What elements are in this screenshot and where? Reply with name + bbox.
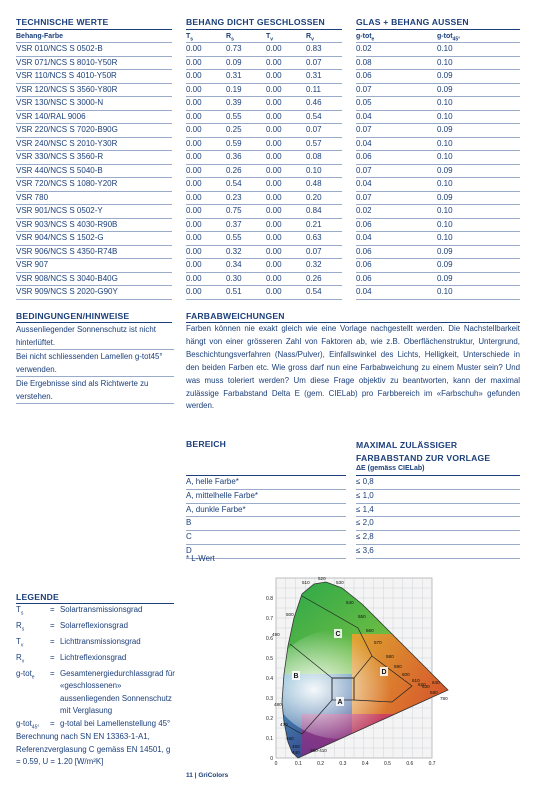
color-name-cell: VSR 071/NCS S 8010-Y50R — [16, 56, 172, 70]
color-name-cell: VSR 330/NCS S 3560-R — [16, 151, 172, 165]
table-row — [16, 205, 520, 219]
legend-key: $T_v$ — [16, 636, 24, 649]
y-tick-label: 0.1 — [266, 736, 273, 742]
col-gtote: g-tot$_e$ — [356, 33, 375, 43]
value-cell: 0.09 — [437, 124, 520, 138]
group-glass-title: GLAS + BEHANG AUSSEN — [356, 17, 469, 27]
value-cell: 0.75 — [226, 205, 266, 219]
value-cell: 0.00 — [266, 178, 306, 192]
value-cell: 0.00 — [266, 164, 306, 178]
wavelength-label: 620 — [418, 682, 426, 687]
table-row — [16, 286, 520, 300]
value-cell: 0.10 — [437, 218, 520, 232]
wavelength-label: 450 — [292, 744, 300, 749]
table-row — [16, 191, 520, 205]
legend-list — [16, 604, 176, 734]
table-row — [16, 232, 520, 246]
y-tick-label: 0.2 — [266, 716, 273, 722]
x-tick-label: 0.1 — [294, 761, 302, 766]
bereich-col2: MAXIMAL ZULÄSSIGER FARBABSTAND ZUR VORLAGE — [356, 440, 491, 463]
value-cell: 0.04 — [356, 232, 437, 246]
legend-item — [16, 668, 176, 718]
value-cell: 0.10 — [437, 151, 520, 165]
legend-value: Solarreflexionsgrad — [60, 620, 128, 630]
legend-item — [16, 652, 176, 668]
value-cell: 0.00 — [186, 110, 226, 124]
wavelength-label: 640 — [432, 680, 440, 685]
value-cell: 0.00 — [266, 110, 306, 124]
value-cell: 0.00 — [186, 43, 226, 56]
color-name-cell: VSR 220/NCS S 7020-B90G — [16, 124, 172, 138]
col-gtot45: g-tot$_{45^\circ}$ — [437, 33, 461, 43]
farb-text: Farben können nie exakt gleich wie eine Vorlage nachgestellt werden. Die Nachstellbarkeit hängt von einer grösseren Zahl von Faktoren ab, wie z.B. Oberflächenstruktur, Untergrund, Beschichtungsverfahren (Nass/Pulver), Einfallswinkel des Lichts, Helligkeit, Unterschiede in den beiden Farben etc. Wie gross darf nun eine Farbabweichung zu einem Muster sein? Und was muss toleriert werden? Um diese Frage objektiv zu beantworten, kann der maximal zulässige Farbabstand Delta E (gem. CIELab) pro Farbbereich im «Farbschuh» gefunden werden. — [186, 324, 520, 411]
calc-note: Berechnung nach SN EN 13363-1-A1, Referenzverglasung C gemäss EN 14501, g = 0.59, U = 1.20 [W/m²K] — [16, 732, 171, 767]
col-ts: $T_s$ — [186, 33, 194, 43]
value-cell: 0.32 — [306, 259, 342, 273]
value-cell: 0.00 — [266, 43, 306, 56]
wavelength-label: 490 — [272, 632, 280, 637]
notes-title: BEDINGUNGEN/HINWEISE — [16, 311, 130, 321]
bereich-name-cell: C — [186, 531, 346, 545]
value-cell: 0.00 — [266, 151, 306, 165]
value-cell: 0.10 — [437, 56, 520, 70]
color-name-cell: VSR 720/NCS S 1080-Y20R — [16, 178, 172, 192]
legend-value: Lichtreflexionsgrad — [60, 652, 127, 662]
wavelength-label: 630 — [422, 684, 430, 689]
color-name-cell: VSR 440/NCS S 5040-B — [16, 164, 172, 178]
legend-value: Lichttransmissionsgrad — [60, 636, 141, 646]
value-cell: 0.00 — [266, 218, 306, 232]
value-cell: 0.07 — [306, 56, 342, 70]
legend-key: $R_s$ — [16, 620, 25, 633]
value-cell: 0.06 — [356, 218, 437, 232]
wavelength-label: 540 — [346, 600, 354, 605]
tech-table — [16, 43, 520, 300]
x-tick-label: 0.7 — [428, 761, 436, 766]
bereich-row — [186, 544, 520, 558]
note-item: Bei nicht schliessenden Lamellen g-tot45° verwenden. — [16, 350, 174, 377]
table-row — [16, 110, 520, 124]
value-cell: 0.00 — [266, 259, 306, 273]
bereich-name-cell: D — [186, 544, 346, 558]
value-cell: 0.10 — [437, 178, 520, 192]
value-cell: 0.00 — [186, 205, 226, 219]
col-rv: $R_v$ — [306, 33, 314, 43]
bereich-footnote: * L-Wert — [186, 554, 215, 563]
wavelength-label: 590 — [394, 664, 402, 669]
x-tick-label: 0.4 — [361, 761, 369, 766]
value-cell: 0.26 — [306, 272, 342, 286]
value-cell: 0.07 — [356, 164, 437, 178]
value-cell: 0.02 — [356, 205, 437, 219]
bereich-name-cell: A, helle Farbe* — [186, 476, 346, 489]
value-cell: 0.00 — [266, 232, 306, 246]
value-cell: 0.09 — [437, 259, 520, 273]
table-row — [16, 43, 520, 56]
value-cell: 0.57 — [306, 137, 342, 151]
value-cell: 0.04 — [356, 110, 437, 124]
wavelength-label: 580 — [386, 654, 394, 659]
value-cell: 0.55 — [226, 232, 266, 246]
wavelength-label: 600 — [402, 672, 410, 677]
value-cell: 0.46 — [306, 97, 342, 111]
tech-title: TECHNISCHE WERTE — [16, 17, 109, 27]
legend-item — [16, 636, 176, 652]
delta-e-cell: ≤ 2,8 — [356, 531, 520, 545]
brand-name: GriColors — [198, 772, 229, 779]
wavelength-label: 610 — [412, 678, 420, 683]
color-column-header: Behang-Farbe — [16, 33, 64, 40]
legend-key: $R_v$ — [16, 652, 25, 665]
value-cell: 0.07 — [306, 245, 342, 259]
wavelength-label: 550 — [358, 614, 366, 619]
wavelength-label: 500 — [286, 612, 294, 617]
value-cell: 0.07 — [306, 124, 342, 138]
equals-sign: = — [50, 605, 55, 614]
wavelength-label: 560 — [366, 628, 374, 633]
value-cell: 0.00 — [266, 286, 306, 300]
value-cell: 0.00 — [266, 245, 306, 259]
color-name-cell: VSR 110/NCS S 4010-Y50R — [16, 70, 172, 84]
wavelength-label: 520 — [318, 576, 326, 581]
bereich-row — [186, 489, 520, 503]
table-row — [16, 124, 520, 138]
color-name-cell: VSR 903/NCS S 4030-R90B — [16, 218, 172, 232]
equals-sign: = — [50, 636, 55, 646]
cie-chromaticity-svg — [262, 574, 516, 766]
bereich-table-wrap — [186, 476, 520, 559]
delta-e-cell: ≤ 3,6 — [356, 544, 520, 558]
table-row — [16, 151, 520, 165]
value-cell: 0.00 — [266, 272, 306, 286]
value-cell: 0.10 — [437, 232, 520, 246]
value-cell: 0.08 — [306, 151, 342, 165]
value-cell: 0.21 — [306, 218, 342, 232]
value-cell: 0.06 — [356, 245, 437, 259]
value-cell: 0.09 — [437, 272, 520, 286]
value-cell: 0.10 — [306, 164, 342, 178]
col-rs: $R_s$ — [226, 33, 234, 43]
y-tick-label: 0 — [270, 756, 273, 762]
legend-item — [16, 620, 176, 636]
value-cell: 0.25 — [226, 124, 266, 138]
value-cell: 0.06 — [356, 272, 437, 286]
bereich-name-cell: A, dunkle Farbe* — [186, 503, 346, 517]
value-cell: 0.09 — [437, 70, 520, 84]
color-name-cell: VSR 140/RAL 9006 — [16, 110, 172, 124]
color-name-cell: VSR 130/NSC S 3000-N — [16, 97, 172, 111]
value-cell: 0.05 — [356, 97, 437, 111]
value-cell: 0.04 — [356, 137, 437, 151]
value-cell: 0.00 — [186, 151, 226, 165]
value-cell: 0.00 — [266, 191, 306, 205]
group-closed-title: BEHANG DICHT GESCHLOSSEN — [186, 17, 325, 27]
wavelength-label: 680 — [430, 690, 438, 695]
wavelength-label: 440 — [292, 750, 300, 755]
value-cell: 0.00 — [266, 124, 306, 138]
delta-e-cell: ≤ 1,0 — [356, 489, 520, 503]
value-cell: 0.31 — [306, 70, 342, 84]
value-cell: 0.10 — [437, 97, 520, 111]
value-cell: 0.36 — [226, 151, 266, 165]
value-cell: 0.07 — [356, 83, 437, 97]
y-tick-label: 0.7 — [266, 616, 273, 622]
table-row — [16, 245, 520, 259]
color-name-cell: VSR 120/NCS S 3560-Y80R — [16, 83, 172, 97]
value-cell: 0.19 — [226, 83, 266, 97]
y-tick-label: 0.4 — [266, 676, 273, 682]
region-label: A — [337, 699, 343, 706]
table-row — [16, 70, 520, 84]
value-cell: 0.00 — [266, 70, 306, 84]
delta-e-cell: ≤ 1,4 — [356, 503, 520, 517]
legend-key: g-tot$_e$ — [16, 668, 35, 681]
table-row — [16, 272, 520, 286]
value-cell: 0.07 — [356, 124, 437, 138]
delta-e-cell: ≤ 0,8 — [356, 476, 520, 489]
value-cell: 0.00 — [186, 218, 226, 232]
wavelength-label: 460 — [286, 736, 294, 741]
wavelength-label: 530 — [336, 580, 344, 585]
value-cell: 0.00 — [186, 124, 226, 138]
region-label: D — [381, 669, 387, 676]
table-row — [16, 83, 520, 97]
value-cell: 0.37 — [226, 218, 266, 232]
color-name-cell: VSR 901/NCS S 0502-Y — [16, 205, 172, 219]
tech-table-wrap — [16, 43, 520, 300]
y-tick-label: 0.5 — [266, 656, 273, 662]
table-row — [16, 97, 520, 111]
equals-sign: = — [50, 718, 55, 728]
x-tick-label: 0.2 — [317, 761, 325, 766]
y-tick-label: 0.8 — [266, 596, 273, 602]
equals-sign: = — [50, 652, 55, 662]
bereich-row — [186, 517, 520, 531]
legend-title: LEGENDE — [16, 592, 59, 602]
value-cell: 0.00 — [186, 191, 226, 205]
notes-list — [16, 323, 174, 404]
wavelength-label: 470 — [280, 722, 288, 727]
table-row — [16, 56, 520, 70]
value-cell: 0.09 — [437, 164, 520, 178]
x-tick-label: 0 — [274, 761, 278, 766]
value-cell: 0.00 — [186, 178, 226, 192]
value-cell: 0.00 — [266, 56, 306, 70]
value-cell: 0.00 — [266, 83, 306, 97]
value-cell: 0.59 — [226, 137, 266, 151]
table-row — [16, 259, 520, 273]
color-name-cell: VSR 904/NCS S 1502-G — [16, 232, 172, 246]
color-name-cell: VSR 909/NCS S 2020-G90Y — [16, 286, 172, 300]
value-cell: 0.54 — [306, 110, 342, 124]
value-cell: 0.10 — [437, 205, 520, 219]
value-cell: 0.10 — [437, 43, 520, 56]
farb-title: FARBABWEICHUNGEN — [186, 311, 285, 321]
value-cell: 0.55 — [226, 110, 266, 124]
table-row — [16, 137, 520, 151]
value-cell: 0.10 — [437, 110, 520, 124]
value-cell: 0.08 — [356, 56, 437, 70]
value-cell: 0.00 — [186, 286, 226, 300]
note-item: Aussenliegender Sonnenschutz ist nicht hinterlüftet. — [16, 323, 174, 350]
value-cell: 0.83 — [306, 43, 342, 56]
bereich-row — [186, 531, 520, 545]
bereich-table — [186, 476, 520, 559]
wavelength-label: 780 — [440, 696, 448, 701]
cie-diagram — [262, 574, 516, 766]
value-cell: 0.06 — [356, 70, 437, 84]
bereich-col1: BEREICH — [186, 439, 227, 449]
value-cell: 0.63 — [306, 232, 342, 246]
value-cell: 0.02 — [356, 43, 437, 56]
delta-e-cell: ≤ 2,0 — [356, 517, 520, 531]
wavelength-label: 380-410 — [310, 748, 327, 753]
color-name-cell: VSR 780 — [16, 191, 172, 205]
legend-value: Solartransmissionsgrad — [60, 605, 143, 614]
value-cell: 0.23 — [226, 191, 266, 205]
bereich-name-cell: B — [186, 517, 346, 531]
value-cell: 0.34 — [226, 259, 266, 273]
value-cell: 0.30 — [226, 272, 266, 286]
value-cell: 0.09 — [437, 83, 520, 97]
value-cell: 0.26 — [226, 164, 266, 178]
value-cell: 0.10 — [437, 137, 520, 151]
value-cell: 0.00 — [266, 205, 306, 219]
x-tick-label: 0.3 — [339, 761, 347, 766]
value-cell: 0.00 — [186, 70, 226, 84]
value-cell: 0.54 — [226, 178, 266, 192]
col-tv: $T_v$ — [266, 33, 274, 43]
value-cell: 0.09 — [437, 245, 520, 259]
table-row — [16, 178, 520, 192]
value-cell: 0.06 — [356, 259, 437, 273]
color-name-cell: VSR 010/NCS S 0502-B — [16, 43, 172, 56]
bereich-col2-sub: ΔE (gemäss CIELab) — [356, 465, 425, 472]
value-cell: 0.00 — [266, 97, 306, 111]
table-row — [16, 218, 520, 232]
color-name-cell: VSR 906/NCS S 4350-R74B — [16, 245, 172, 259]
legend-key: $T_s$ — [16, 605, 24, 617]
value-cell: 0.09 — [437, 191, 520, 205]
wavelength-label: 510 — [302, 580, 310, 585]
equals-sign: = — [50, 668, 55, 678]
value-cell: 0.54 — [306, 286, 342, 300]
value-cell: 0.04 — [356, 286, 437, 300]
value-cell: 0.31 — [226, 70, 266, 84]
value-cell: 0.84 — [306, 205, 342, 219]
value-cell: 0.07 — [356, 191, 437, 205]
footer: 11 | GriColors — [186, 772, 229, 779]
bereich-row — [186, 503, 520, 517]
value-cell: 0.73 — [226, 43, 266, 56]
equals-sign: = — [50, 620, 55, 630]
value-cell: 0.00 — [186, 272, 226, 286]
table-row — [16, 164, 520, 178]
value-cell: 0.20 — [306, 191, 342, 205]
value-cell: 0.00 — [186, 97, 226, 111]
value-cell: 0.00 — [266, 137, 306, 151]
value-cell: 0.32 — [226, 245, 266, 259]
legend-value: g-total bei Lamellenstellung 45° — [60, 718, 171, 728]
value-cell: 0.00 — [186, 83, 226, 97]
value-cell: 0.00 — [186, 137, 226, 151]
x-tick-label: 0.5 — [384, 761, 391, 766]
bereich-name-cell: A, mittelhelle Farbe* — [186, 489, 346, 503]
value-cell: 0.06 — [356, 151, 437, 165]
value-cell: 0.04 — [356, 178, 437, 192]
page-number: 11 — [186, 772, 193, 779]
region-label: C — [335, 631, 341, 638]
color-name-cell: VSR 907 — [16, 259, 172, 273]
legend-value: Gesamtenergiedurchlassgrad für «geschlossenen» aussenliegenden Sonnenschutz mit Verglasung — [60, 668, 175, 716]
region-label: B — [293, 673, 299, 680]
x-tick-label: 0.6 — [406, 761, 414, 766]
legend-key: g-tot$_{45^\circ}$ — [16, 718, 40, 731]
value-cell: 0.51 — [226, 286, 266, 300]
value-cell: 0.00 — [186, 245, 226, 259]
y-tick-label: 0.6 — [266, 636, 273, 642]
value-cell: 0.11 — [306, 83, 342, 97]
y-tick-label: 0.3 — [266, 696, 273, 702]
bereich-row — [186, 476, 520, 489]
value-cell: 0.09 — [226, 56, 266, 70]
color-name-cell: VSR 908/NCS S 3040-B40G — [16, 272, 172, 286]
wavelength-label: 480 — [274, 702, 282, 707]
value-cell: 0.10 — [437, 286, 520, 300]
wavelength-label: 570 — [374, 640, 382, 645]
value-cell: 0.00 — [186, 164, 226, 178]
color-name-cell: VSR 240/NSC S 2010-Y30R — [16, 137, 172, 151]
legend-item — [16, 604, 176, 620]
value-cell: 0.00 — [186, 232, 226, 246]
value-cell: 0.48 — [306, 178, 342, 192]
value-cell: 0.00 — [186, 56, 226, 70]
note-item: Die Ergebnisse sind als Richtwerte zu verstehen. — [16, 377, 174, 404]
value-cell: 0.00 — [186, 259, 226, 273]
value-cell: 0.39 — [226, 97, 266, 111]
